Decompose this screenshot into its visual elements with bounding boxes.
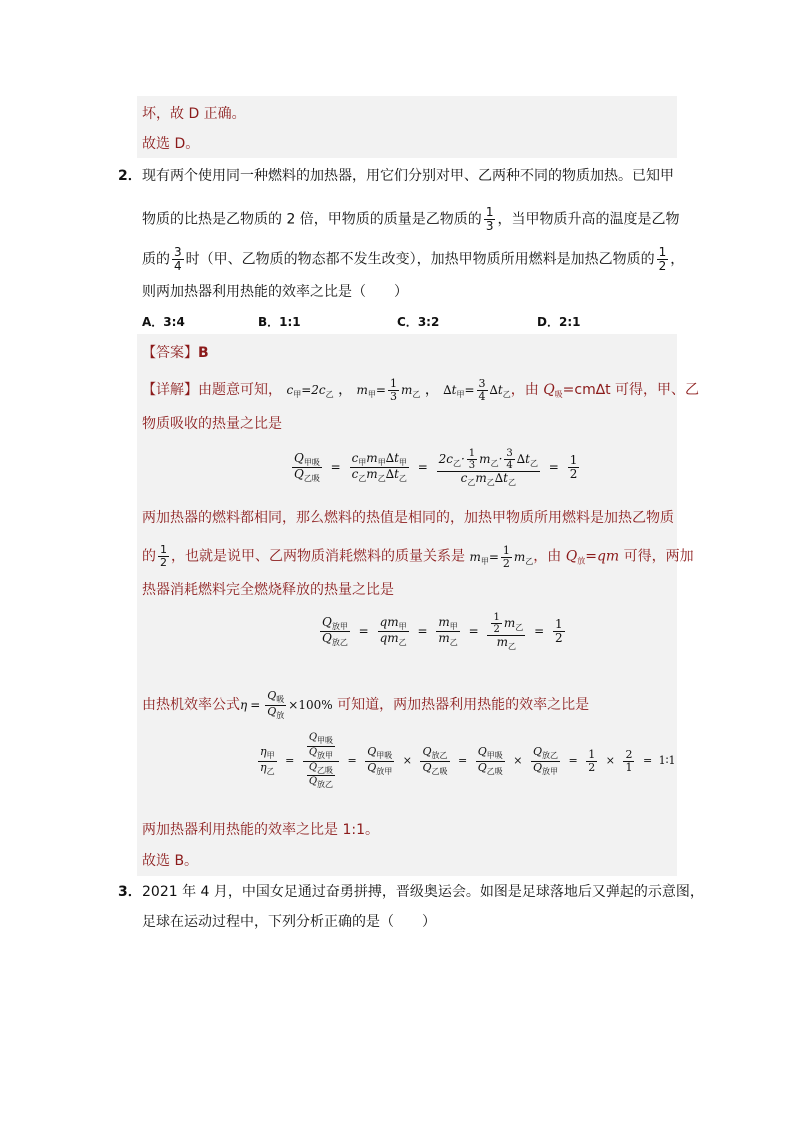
question-3-line-1: 2021 年 4 月，中国女足通过奋勇拼搏，晋级奥运会。如图是足球落地后又弹起的示意图， [142,884,704,900]
detail-line-8: 故选 B。 [142,853,199,869]
question-2-line-2 [142,206,679,233]
question-2-line-3 [142,246,684,273]
detail-line-3: 两加热器的燃料都相同，那么燃料的热值是相同的，加热甲物质所用燃料是加热乙物质 [142,510,674,526]
fraction-one-third: $\frac{1}{3}$ [485,205,494,234]
detail-line-5: 热器消耗燃料完全燃烧释放的热量之比是 [142,582,394,598]
detail-line-1: 【详解】由题意可知， $c_甲=2c_乙$ ， $m_甲=$ $\frac{1}{3}$ $m_乙$ ， $\Delta t_甲=$ $\frac{3}{4}$ $\Delta t_乙$，由 $Q_吸=cm\Delta t$ 可得，甲、乙 [142,377,700,404]
option-b[interactable]: B．1:1 [258,315,301,329]
q2-text-e: ， [670,251,685,268]
question-3-number: 3． [118,884,142,900]
fraction-three-quarters: $\frac{3}{4}$ [174,245,182,274]
answer-tag: 【答案】 [142,345,198,361]
option-d[interactable]: D．2:1 [537,315,581,329]
answer-line [142,343,209,363]
detail-line-7: 两加热器利用热能的效率之比是 1:1。 [142,822,379,838]
q2-text-d: 时（甲、乙物质的物态都不发生改变），加热甲物质所用燃料是加热乙物质的 [185,251,655,268]
equation-efficiency-ratio: $\frac{\eta_甲}{\eta_乙}$ = $\frac{\frac{Q_{甲吸}}{Q_{放甲}}}{\frac{Q_{乙吸}}{Q_{放乙}}}$ = $\frac{Q_{甲吸}}{Q_{放甲}}$ × $\frac{Q_{放乙}}{Q_{乙吸}}$ = $\frac{Q_{甲吸}}{Q_{乙吸}}$ × $\frac{Q_{放乙}}{Q_{放甲}}$ = $\frac{1}{2}$ × $\frac{2}{1}$ = 1∶1 [260,732,676,790]
option-a[interactable]: A．3:4 [142,315,185,329]
question-2-line-1: 现有两个使用同一种燃料的加热器，用它们分别对甲、乙两种不同的物质加热。已知甲 [142,168,674,184]
detail-line-2: 物质吸收的热量之比是 [142,416,282,432]
q2-text-c: 质的 [142,251,170,268]
detail-line-4: 的 $\frac{1}{2}$ ，也就是说甲、乙两物质消耗燃料的质量关系是 $m_甲=$ $\frac{1}{2}$ $m_乙$，由 $Q_放=qm$ 可得，两加 [142,543,694,570]
detail-tag: 【详解】 [142,382,198,399]
equation-heat-absorbed-ratio: $\frac{Q_{甲吸}}{Q_{乙吸}}$ = $\frac{c_甲m_甲\Delta t_甲}{c_乙m_乙\Delta t_乙}$ = $2c_乙\cdot$ $\frac{1}{3}$ $m_乙\cdot$ $\frac{3}{4}$ $\Delta t_乙$ $c_乙m_乙\Delta t_乙$ = $\frac{1}{2}$ [294,448,578,487]
previous-answer-choice: 故选 D。 [142,136,200,152]
question-2-line-4: 则两加热器利用热能的效率之比是（ ） [142,284,408,300]
equation-heat-released-ratio: $\frac{Q_{放甲}}{Q_{放乙}}$ = $\frac{qm_甲}{qm_乙}$ = $\frac{m_甲}{m_乙}$ = $\frac{1}{2}$ $m_乙$ $m_乙$ = $\frac{1}{2}$ [322,612,563,651]
q2-text-b: ，当甲物质升高的温度是乙物 [497,211,680,228]
question-3-line-2: 足球在运动过程中，下列分析正确的是（ ） [142,914,436,930]
detail-line-6: 由热机效率公式η = $\frac{Q_吸}{Q_放}$ ×100% 可知道，两加热器利用热能的效率之比是 [142,689,590,720]
answer-value: B [198,345,209,361]
previous-answer-line: 坏，故 D 正确。 [142,106,246,122]
q2-text-a: 物质的比热是乙物质的 2 倍，甲物质的质量是乙物质的 [142,211,482,228]
question-2-number: 2． [118,168,142,184]
option-c[interactable]: C．3:2 [397,315,440,329]
fraction-one-half: $\frac{1}{2}$ [658,245,667,274]
